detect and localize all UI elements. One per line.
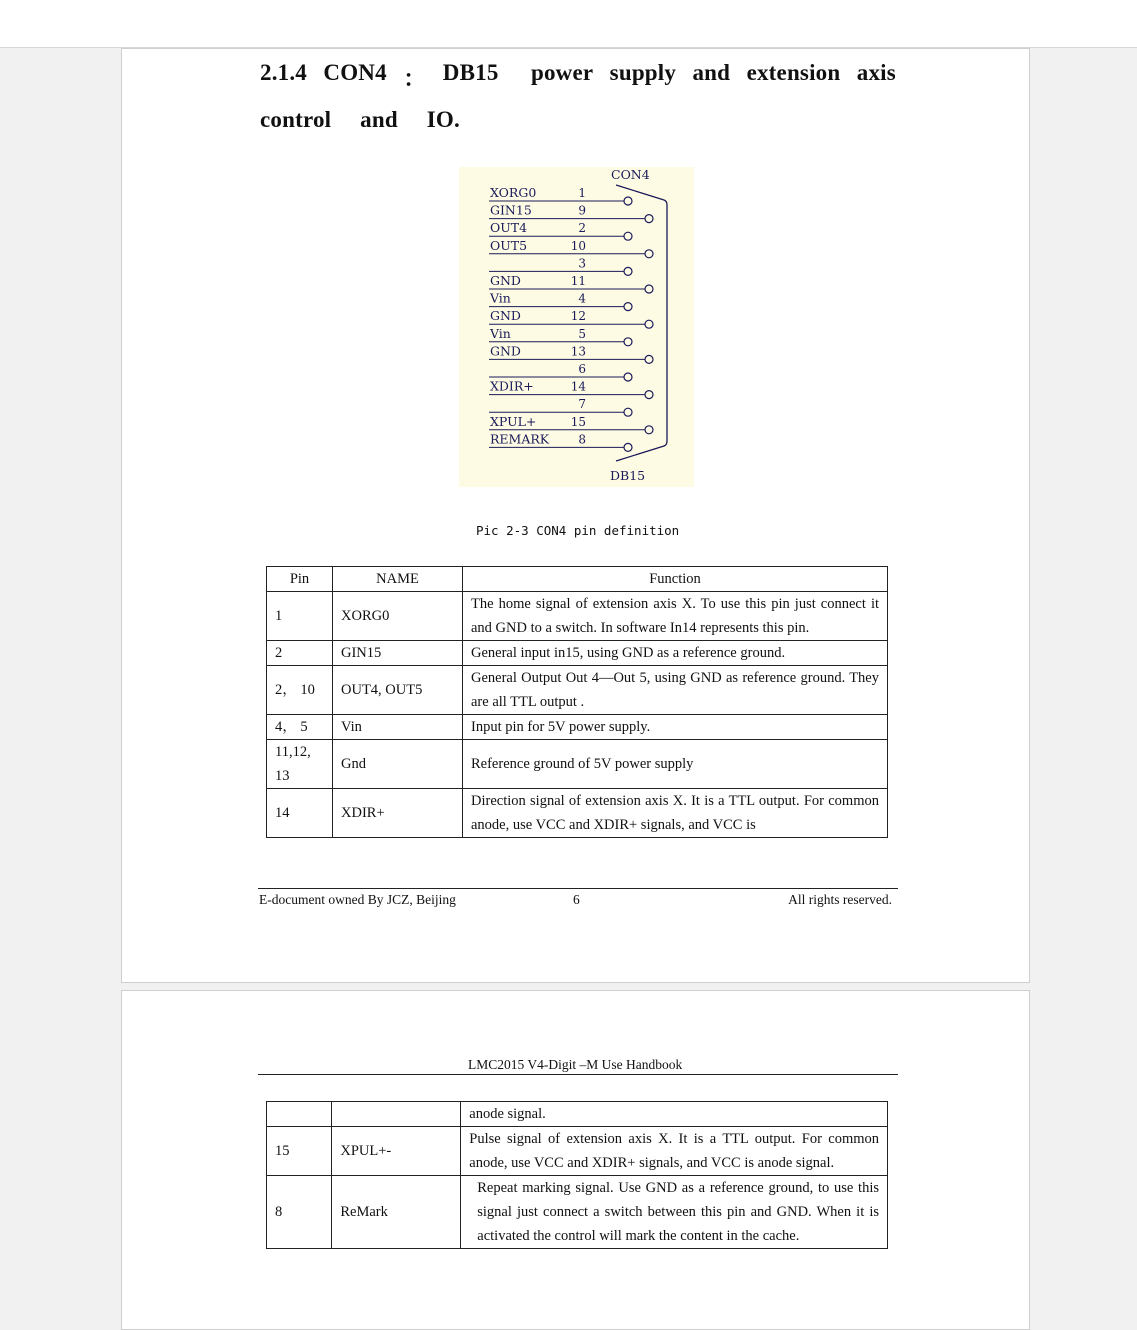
- pin-cell: 2， 10: [267, 666, 333, 715]
- schematic-pin-number: 10: [570, 238, 586, 253]
- schematic-pin-number: 13: [570, 344, 586, 359]
- name-cell: XPUL+-: [332, 1127, 461, 1176]
- function-cell: General Output Out 4—Out 5, using GND as reference ground. They are all TTL output .: [463, 666, 888, 715]
- heading-word: 2.1.4: [260, 60, 307, 85]
- schematic-signal-name: Vin: [490, 325, 511, 341]
- name-cell: [332, 1102, 461, 1127]
- function-cell: Input pin for 5V power supply.: [463, 715, 888, 740]
- db15-contact: [624, 443, 632, 451]
- schematic-pin-number: 2: [578, 221, 586, 236]
- db15-contact: [624, 197, 632, 205]
- con4-db15-schematic: [459, 167, 694, 487]
- heading-word: and: [692, 60, 731, 85]
- db15-contact: [624, 303, 632, 311]
- schematic-pin-number: 5: [578, 326, 586, 341]
- page-number: 6: [573, 892, 580, 907]
- schematic-pin-number: 12: [570, 309, 586, 324]
- db15-contact: [624, 408, 632, 416]
- name-cell: Gnd: [333, 740, 463, 789]
- db15-contact: [645, 355, 653, 363]
- function-cell: Reference ground of 5V power supply: [463, 740, 888, 789]
- function-cell: Pulse signal of extension axis X. It is a TTL output. For common anode, use VCC and XDIR+ signals, and VCC is anode signal.: [461, 1127, 888, 1176]
- schematic-pin-number: 3: [578, 256, 586, 271]
- function-cell: General input in15, using GND as a reference ground.: [463, 641, 888, 666]
- name-cell: XORG0: [333, 592, 463, 641]
- schematic-pin-number: 15: [570, 414, 586, 429]
- schematic-pin-number: 7: [578, 397, 586, 412]
- pin-cell: 8: [267, 1176, 332, 1249]
- pin-cell: [267, 1102, 332, 1127]
- table-row: [267, 1102, 888, 1127]
- table-header-row: [267, 567, 888, 592]
- document-page-6: [121, 48, 1030, 983]
- header-function: Function: [463, 567, 888, 592]
- schematic-signal-name: GND: [490, 273, 521, 288]
- document-page-7: [121, 990, 1030, 1330]
- schematic-signal-name: GND: [490, 308, 521, 324]
- header-pin: Pin: [267, 567, 333, 592]
- section-heading-line-1: [260, 60, 896, 93]
- footer-owner: E-document owned By JCZ, Beijing: [259, 892, 456, 907]
- pin-cell: 11,12, 13: [267, 740, 333, 789]
- schematic-pin-number: 6: [578, 362, 586, 376]
- heading-word: IO.: [426, 107, 460, 132]
- schematic-pin-number: 4: [578, 291, 586, 306]
- name-cell: ReMark: [332, 1176, 461, 1249]
- heading-word: CON4: [323, 60, 387, 85]
- schematic-drawing: [459, 167, 694, 487]
- heading-word: supply: [609, 60, 677, 85]
- pin-cell: 15: [267, 1127, 332, 1176]
- db15-shell-outline: [616, 185, 667, 461]
- table-row: [267, 789, 888, 838]
- schematic-signal-name: GIN15: [490, 202, 532, 218]
- header-divider: [258, 1074, 898, 1075]
- table-row: [267, 666, 888, 715]
- db15-contact: [645, 285, 653, 293]
- schematic-signal-name: REMARK: [490, 431, 550, 447]
- schematic-signal-name: XPUL+: [490, 413, 537, 429]
- function-cell: Repeat marking signal. Use GND as a reference ground, to use this signal just connect a switch between this pin and GND. When it is activated the control will mark the content in the cache.: [461, 1176, 888, 1249]
- heading-word: extension: [746, 60, 841, 85]
- heading-word: axis: [856, 60, 896, 85]
- db15-contact: [645, 320, 653, 328]
- schematic-signal-name: XORG0: [490, 185, 537, 200]
- function-cell: The home signal of extension axis X. To use this pin just connect it and GND to a switch. In software In14 represents this pin.: [463, 592, 888, 641]
- table-row: [267, 1176, 888, 1249]
- db15-contact: [645, 426, 653, 434]
- viewer-toolbar: [0, 0, 1137, 48]
- heading-word: and: [360, 107, 398, 132]
- pin-cell: 14: [267, 789, 333, 838]
- table-row: [267, 1127, 888, 1176]
- name-cell: OUT4, OUT5: [333, 666, 463, 715]
- schematic-signal-name: OUT5: [490, 237, 528, 253]
- pin-definition-table: [266, 566, 888, 838]
- pin-cell: 2: [267, 641, 333, 666]
- pin-cell: 4， 5: [267, 715, 333, 740]
- section-heading-line-2: [260, 107, 460, 133]
- schematic-pin-number: 14: [570, 379, 586, 394]
- schematic-signal-name: XDIR+: [490, 378, 534, 394]
- db15-contact: [645, 215, 653, 223]
- connector-label: CON4: [611, 167, 650, 182]
- heading-word: control: [260, 107, 332, 132]
- name-cell: GIN15: [333, 641, 463, 666]
- db15-contact: [624, 338, 632, 346]
- function-cell: Direction signal of extension axis X. It is a TTL output. For common anode, use VCC and XDIR+ signals, and VCC is: [463, 789, 888, 838]
- pin-definition-table-continued: [266, 1101, 888, 1249]
- table-row: [267, 641, 888, 666]
- schematic-signal-name: Vin: [490, 290, 511, 306]
- schematic-pin-number: 8: [578, 432, 586, 447]
- connector-footer-label: DB15: [610, 468, 646, 483]
- db15-contact: [624, 373, 632, 381]
- schematic-signal-name: GND: [490, 343, 521, 359]
- heading-word: ：: [403, 66, 427, 91]
- heading-word: DB15: [442, 60, 499, 85]
- heading-word: power: [530, 60, 594, 85]
- footer-divider: [258, 888, 898, 889]
- footer-rights: All rights reserved.: [788, 892, 892, 907]
- table-row: [267, 740, 888, 789]
- db15-contact: [624, 232, 632, 240]
- pin-cell: 1: [267, 592, 333, 641]
- db15-contact: [624, 267, 632, 275]
- figure-caption: Pic 2-3 CON4 pin definition: [476, 523, 680, 538]
- name-cell: Vin: [333, 715, 463, 740]
- table-row: [267, 592, 888, 641]
- schematic-signal-name: OUT4: [490, 220, 528, 236]
- running-header: LMC2015 V4-Digit –M Use Handbook: [468, 1057, 683, 1072]
- function-cell: anode signal.: [461, 1102, 888, 1127]
- db15-contact: [645, 250, 653, 258]
- table-row: [267, 715, 888, 740]
- schematic-pin-number: 9: [578, 203, 586, 218]
- db15-contact: [645, 391, 653, 399]
- schematic-pin-number: 11: [570, 274, 586, 288]
- header-name: NAME: [333, 567, 463, 592]
- schematic-pin-number: 1: [578, 186, 586, 200]
- name-cell: XDIR+: [333, 789, 463, 838]
